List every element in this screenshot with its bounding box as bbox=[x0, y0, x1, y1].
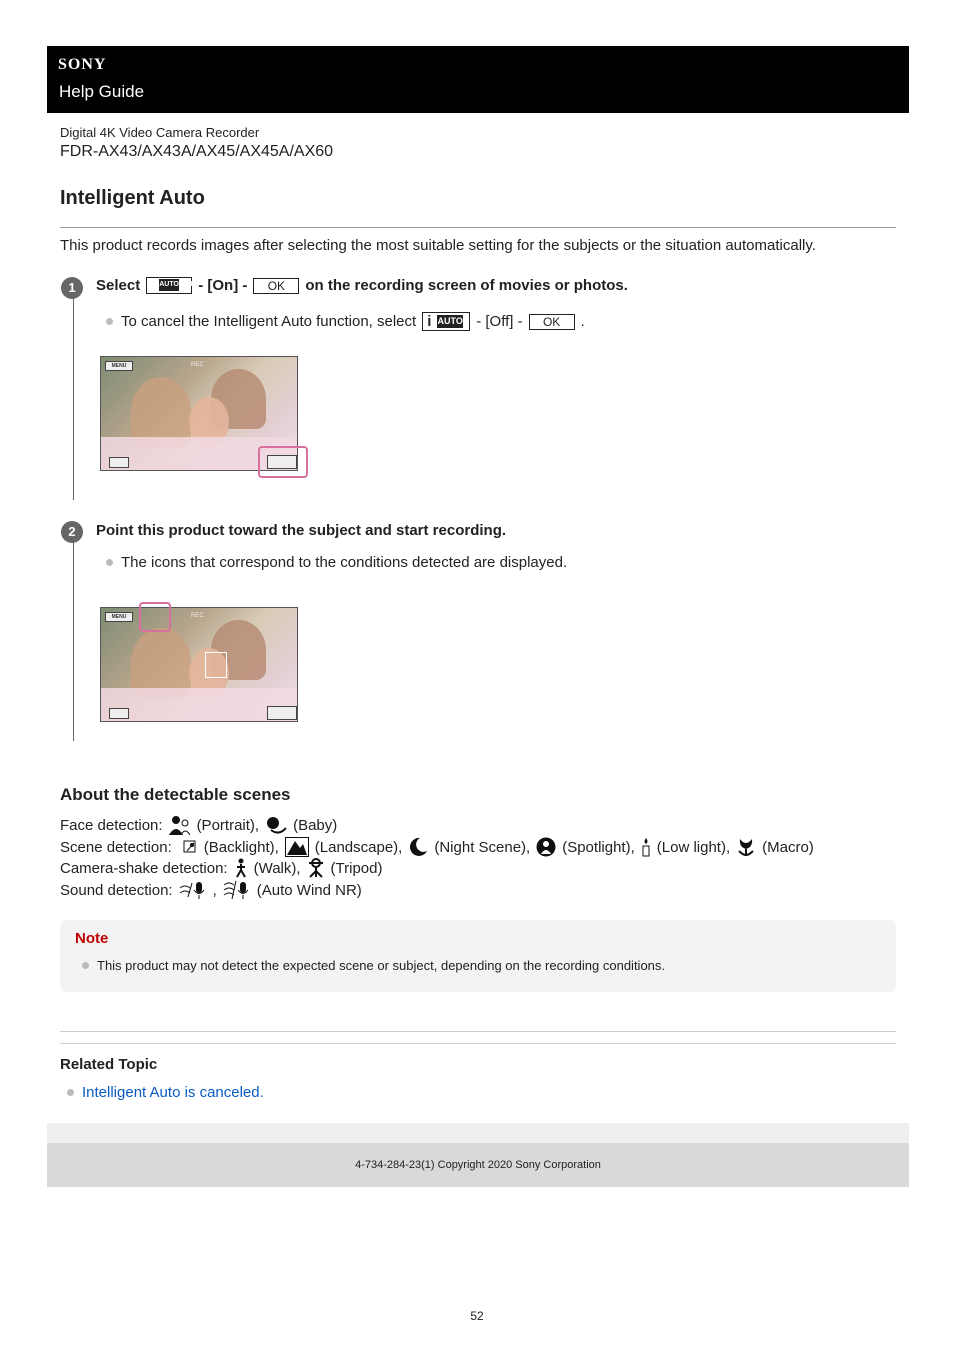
step-1-text bbox=[96, 277, 628, 294]
note-title: Note bbox=[75, 930, 109, 947]
step-1-bullet-off: - [Off] - bbox=[476, 313, 523, 330]
face-label: Face detection: bbox=[60, 816, 163, 834]
baby-label: (Baby) bbox=[293, 816, 338, 834]
screen-image-2 bbox=[100, 607, 298, 722]
macro-label: (Macro) bbox=[762, 838, 814, 856]
face-detection-frame bbox=[205, 652, 227, 678]
step-2-line bbox=[73, 534, 74, 741]
title-divider bbox=[60, 227, 896, 228]
step-1-after: on the recording screen of movies or photos. bbox=[305, 277, 628, 294]
note-dot bbox=[82, 962, 89, 969]
menu-icon-2: MENU bbox=[105, 612, 133, 622]
baby-icon bbox=[265, 816, 287, 834]
footer-copyright: 4-734-284-23(1) Copyright 2020 Sony Corporation bbox=[47, 1143, 909, 1187]
step-2-number: 2 bbox=[61, 521, 83, 543]
ok-button-icon-2: OK bbox=[529, 314, 575, 330]
sound-label: Sound detection: bbox=[60, 881, 173, 899]
page-title: Intelligent Auto bbox=[60, 187, 205, 209]
intro-text: This product records images after selecting the most suitable setting for the subjects or the situation automatically. bbox=[60, 237, 816, 254]
scene-label: Scene detection: bbox=[60, 838, 172, 856]
step-1-bullet bbox=[106, 312, 585, 331]
playback-icon bbox=[109, 457, 129, 468]
tripod-label: (Tripod) bbox=[330, 859, 383, 877]
scene-detection-row bbox=[60, 837, 814, 857]
landscape-icon bbox=[285, 837, 309, 857]
portrait-label: (Portrait), bbox=[196, 816, 260, 834]
step-1-on: - [On] - bbox=[198, 277, 248, 294]
rec-indicator-2: REC bbox=[191, 613, 204, 619]
related-topic-item bbox=[67, 1084, 264, 1101]
related-dot bbox=[67, 1089, 74, 1096]
divider-2 bbox=[60, 1043, 896, 1044]
bullet-dot bbox=[106, 318, 113, 325]
camera-shake-row bbox=[60, 858, 382, 878]
step-1-number: 1 bbox=[61, 277, 83, 299]
ok-button-icon: OK bbox=[253, 278, 299, 294]
backlight-label: (Backlight), bbox=[203, 838, 279, 856]
scenes-heading: About the detectable scenes bbox=[60, 785, 291, 804]
night-scene-label: (Night Scene), bbox=[434, 838, 531, 856]
highlight-frame-2 bbox=[139, 602, 171, 632]
note-bullet bbox=[82, 958, 665, 973]
backlight-icon bbox=[182, 839, 198, 855]
intelligent-auto-screen-icon-2 bbox=[267, 706, 297, 720]
auto-glyph: AUTO bbox=[437, 316, 463, 326]
low-light-icon bbox=[641, 837, 651, 857]
step-2-bullet bbox=[106, 554, 567, 571]
step-1-bullet-before: To cancel the Intelligent Auto function, select bbox=[121, 313, 417, 330]
help-guide-title: Help Guide bbox=[59, 82, 145, 101]
walk-label: (Walk), bbox=[253, 859, 301, 877]
low-light-label: (Low light), bbox=[656, 838, 731, 856]
spotlight-label: (Spotlight), bbox=[562, 838, 635, 856]
face-detection-row bbox=[60, 815, 337, 835]
auto-wind-label: (Auto Wind NR) bbox=[256, 881, 362, 899]
step-2-text: Point this product toward the subject and start recording. bbox=[96, 522, 507, 539]
landscape-label: (Landscape), bbox=[314, 838, 403, 856]
sony-logo: SONY bbox=[58, 56, 107, 73]
note-text: This product may not detect the expected scene or subject, depending on the recording conditions. bbox=[97, 958, 666, 973]
rec-indicator: REC bbox=[191, 362, 204, 368]
auto-off-glyph: AUTO OFF bbox=[159, 279, 179, 291]
divider-1 bbox=[60, 1031, 896, 1032]
macro-icon bbox=[736, 837, 756, 857]
sound-separator: , bbox=[212, 881, 217, 899]
note-box bbox=[60, 920, 896, 992]
night-scene-icon bbox=[408, 837, 428, 857]
step-1-line bbox=[73, 289, 74, 500]
tripod-icon bbox=[307, 858, 325, 878]
auto-wind-nr-icon bbox=[223, 880, 251, 900]
product-subtitle: Digital 4K Video Camera Recorder bbox=[60, 125, 260, 140]
spotlight-icon bbox=[536, 837, 556, 857]
bullet-dot-2 bbox=[106, 559, 113, 566]
related-topic-link[interactable]: Intelligent Auto is canceled. bbox=[82, 1084, 264, 1101]
wind-mic-icon bbox=[179, 880, 207, 900]
footer-band bbox=[47, 1123, 909, 1143]
highlight-frame-1 bbox=[258, 446, 308, 478]
product-model: FDR-AX43/AX43A/AX45/AX45A/AX60 bbox=[60, 143, 334, 160]
step-2-bullet-text: The icons that correspond to the conditions detected are displayed. bbox=[121, 554, 568, 571]
walk-icon bbox=[234, 858, 248, 878]
intelligent-auto-off-icon bbox=[146, 277, 195, 294]
shake-label: Camera-shake detection: bbox=[60, 859, 228, 877]
intelligent-auto-icon: i AUTO bbox=[422, 312, 470, 331]
step-1-select: Select bbox=[96, 277, 141, 294]
header-bar bbox=[47, 46, 909, 113]
playback-icon-2 bbox=[109, 708, 129, 719]
step-1-bullet-after: . bbox=[580, 313, 585, 330]
related-topic-title: Related Topic bbox=[60, 1056, 158, 1073]
sound-detection-row bbox=[60, 880, 362, 900]
portrait-icon bbox=[169, 815, 191, 835]
page-number: 52 bbox=[470, 1309, 484, 1323]
menu-icon: MENU bbox=[105, 361, 133, 371]
